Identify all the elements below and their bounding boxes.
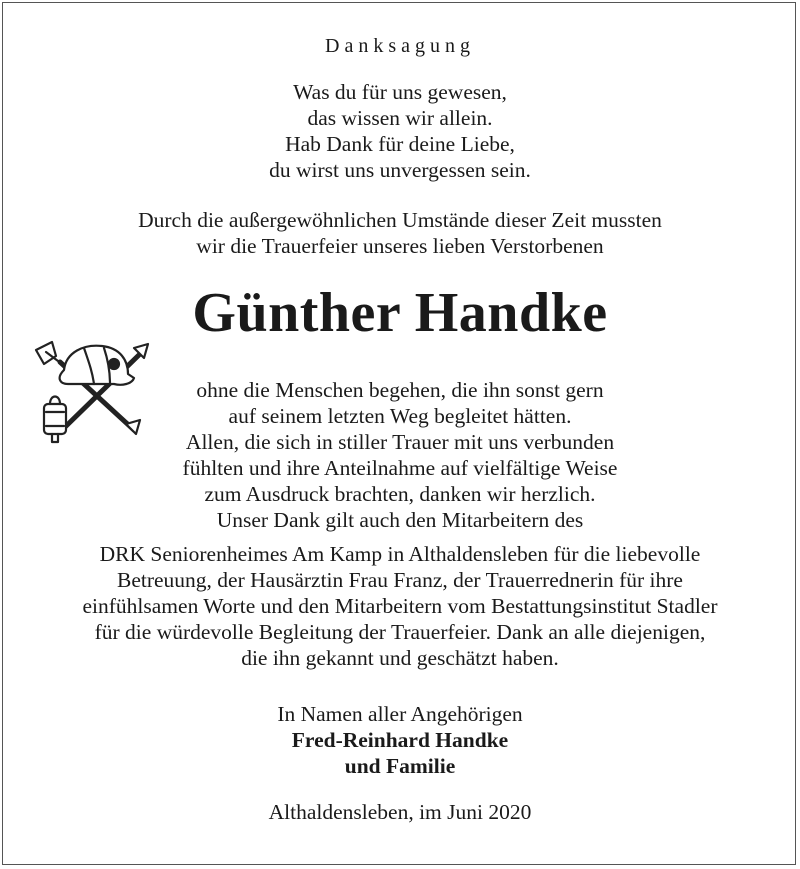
heading: Danksagung — [325, 35, 475, 57]
intro-line: Durch die außergewöhnlichen Umstände dieser Zeit mussten — [138, 208, 662, 232]
poem-line: Hab Dank für deine Liebe, — [285, 132, 515, 156]
signature-family: und Familie — [344, 754, 456, 778]
body-line: Allen, die sich in stiller Trauer mit uns verbunden — [185, 430, 615, 454]
poem-line: du wirst uns unvergessen sein. — [269, 158, 531, 182]
poem-line: Was du für uns gewesen, — [293, 80, 507, 104]
body-line: Unser Dank gilt auch den Mitarbeitern des — [216, 508, 584, 532]
body-line: für die würdevolle Begleitung der Trauerfeier. Dank an alle diejenigen, — [94, 620, 706, 644]
signature-name: Fred-Reinhard Handke — [291, 728, 509, 752]
place-date: Althaldensleben, im Juni 2020 — [268, 800, 532, 824]
deceased-name: Günther Handke — [192, 282, 608, 344]
body-line: die ihn gekannt und geschätzt haben. — [241, 646, 559, 670]
body-line: Betreuung, der Hausärztin Frau Franz, der Trauerrednerin für ihre — [117, 568, 683, 592]
body-line: fühlten und ihre Anteilnahme auf vielfältige Weise — [182, 456, 618, 480]
signature-intro: In Namen aller Angehörigen — [277, 702, 523, 726]
body-line: ohne die Menschen begehen, die ihn sonst gern — [196, 378, 604, 402]
intro-line: wir die Trauerfeier unseres lieben Verstorbenen — [196, 234, 604, 258]
body-line: einfühlsamen Worte und den Mitarbeitern vom Bestattungsinstitut Stadler — [82, 594, 718, 618]
body-line: DRK Seniorenheimes Am Kamp in Althaldensleben für die liebevolle — [99, 542, 701, 566]
poem-line: das wissen wir allein. — [307, 106, 493, 130]
body-line: auf seinem letzten Weg begleitet hätten. — [228, 404, 572, 428]
body-line: zum Ausdruck brachten, danken wir herzlich. — [204, 482, 596, 506]
